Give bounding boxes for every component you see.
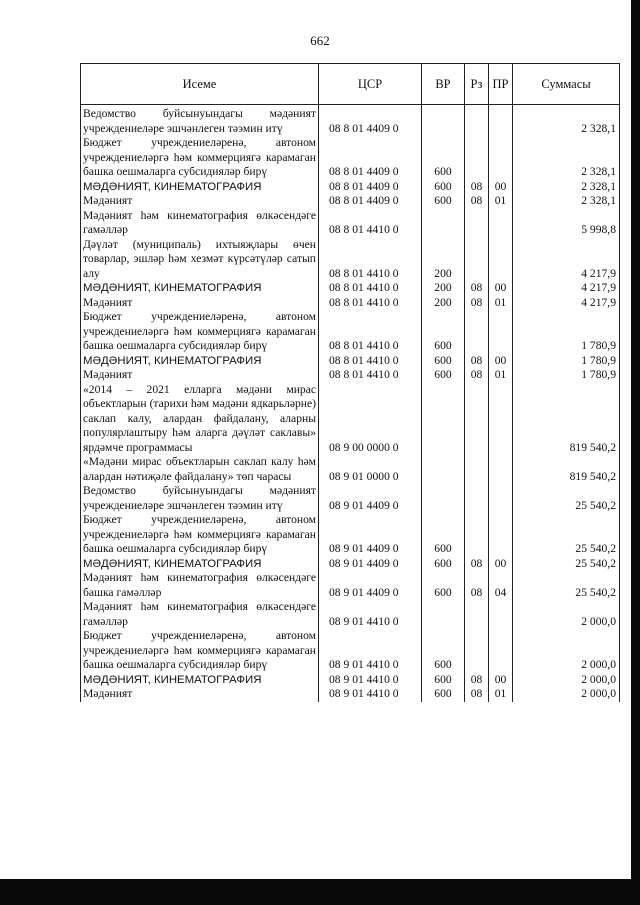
cell-name: «2014 – 2021 елларга мәдәни мирас объектларын (тарихи һәм мәдәни ядкарьләрне) саклап калу, алардан файдалану, аларны популярлаштыру һәм аларга дәүләт саклавы» ярдәмче программасы — [81, 383, 319, 456]
cell-sum: 4 217,9 — [513, 281, 620, 296]
cell-sum: 819 540,2 — [513, 383, 620, 456]
cell-name: Ведомство буйсынуындагы мәдәният учреждениеләре эшчәнлеген тәэмин итү — [81, 105, 319, 137]
cell-name: Бюджет учреждениеләренә, автоном учреждениеләргә һәм коммерциягә карамаган башка оешмаларга субсидияләр бирү — [81, 513, 319, 557]
cell-name: Бюджет учреждениеләренә, автоном учреждениеләргә һәм коммерциягә карамаган башка оешмаларга субсидияләр бирү — [81, 629, 319, 673]
cell-csr: 08 8 01 4409 0 — [319, 136, 422, 180]
cell-rz — [465, 238, 489, 282]
cell-pr: 01 — [489, 368, 513, 383]
cell-pr — [489, 629, 513, 673]
scan-edge-right — [631, 0, 640, 905]
cell-csr: 08 8 01 4409 0 — [319, 180, 422, 195]
cell-csr: 08 8 01 4410 0 — [319, 368, 422, 383]
cell-pr — [489, 383, 513, 456]
cell-csr: 08 9 01 4410 0 — [319, 600, 422, 629]
cell-csr: 08 9 01 4409 0 — [319, 557, 422, 572]
column-header-vr: ВР — [422, 64, 465, 105]
cell-sum: 25 540,2 — [513, 513, 620, 557]
table-row — [81, 629, 620, 673]
cell-vr — [422, 600, 465, 629]
cell-sum: 2 000,0 — [513, 629, 620, 673]
column-header-name: Исеме — [81, 64, 319, 105]
cell-pr — [489, 209, 513, 238]
cell-name: «Мәдәни мирас объектларын саклап калу һәм алардан нәтиҗәле файдалану» төп чарасы — [81, 455, 319, 484]
cell-name: Мәдәният — [81, 687, 319, 702]
cell-pr — [489, 513, 513, 557]
cell-csr: 08 8 01 4409 0 — [319, 194, 422, 209]
table-row — [81, 368, 620, 383]
cell-pr — [489, 310, 513, 354]
table-row — [81, 557, 620, 572]
cell-pr — [489, 238, 513, 282]
cell-csr: 08 9 01 0000 0 — [319, 455, 422, 484]
cell-vr: 600 — [422, 136, 465, 180]
cell-rz — [465, 513, 489, 557]
cell-pr — [489, 105, 513, 137]
cell-rz: 08 — [465, 673, 489, 688]
cell-csr: 08 9 01 4409 0 — [319, 513, 422, 557]
cell-vr: 600 — [422, 194, 465, 209]
cell-name: МӘДӘНИЯТ, КИНЕМАТОГРАФИЯ — [81, 673, 319, 688]
cell-vr: 200 — [422, 296, 465, 311]
cell-sum: 2 000,0 — [513, 687, 620, 702]
cell-sum: 1 780,9 — [513, 368, 620, 383]
table-body — [81, 105, 620, 702]
scan-edge-bottom — [0, 879, 640, 905]
cell-csr: 08 8 01 4410 0 — [319, 354, 422, 369]
cell-csr: 08 8 01 4409 0 — [319, 105, 422, 137]
cell-vr — [422, 105, 465, 137]
cell-pr: 00 — [489, 354, 513, 369]
table-row — [81, 600, 620, 629]
cell-vr: 200 — [422, 238, 465, 282]
cell-sum: 2 000,0 — [513, 673, 620, 688]
cell-rz: 08 — [465, 296, 489, 311]
cell-name: МӘДӘНИЯТ, КИНЕМАТОГРАФИЯ — [81, 557, 319, 572]
cell-csr: 08 9 00 0000 0 — [319, 383, 422, 456]
cell-name: МӘДӘНИЯТ, КИНЕМАТОГРАФИЯ — [81, 180, 319, 195]
cell-sum: 25 540,2 — [513, 557, 620, 572]
cell-vr: 600 — [422, 673, 465, 688]
table-row — [81, 571, 620, 600]
cell-vr: 600 — [422, 557, 465, 572]
cell-pr: 00 — [489, 180, 513, 195]
column-header-csr: ЦСР — [319, 64, 422, 105]
cell-pr: 00 — [489, 557, 513, 572]
cell-pr — [489, 455, 513, 484]
cell-sum: 5 998,8 — [513, 209, 620, 238]
page-number: 662 — [310, 33, 330, 48]
cell-csr: 08 9 01 4410 0 — [319, 687, 422, 702]
table-row — [81, 484, 620, 513]
cell-csr: 08 8 01 4410 0 — [319, 281, 422, 296]
cell-pr: 04 — [489, 571, 513, 600]
cell-name: Мәдәният һәм кинематография өлкәсендәге гамәлләр — [81, 600, 319, 629]
table-row — [81, 513, 620, 557]
cell-vr: 600 — [422, 571, 465, 600]
cell-vr: 600 — [422, 368, 465, 383]
cell-name: Мәдәният — [81, 368, 319, 383]
cell-rz — [465, 209, 489, 238]
cell-sum: 2 328,1 — [513, 105, 620, 137]
table-row — [81, 136, 620, 180]
cell-rz: 08 — [465, 368, 489, 383]
cell-rz — [465, 136, 489, 180]
budget-table — [80, 63, 620, 702]
cell-pr: 01 — [489, 296, 513, 311]
cell-name: Мәдәният — [81, 194, 319, 209]
cell-rz: 08 — [465, 571, 489, 600]
cell-name: Мәдәният һәм кинематография өлкәсендәге гамәлләр — [81, 209, 319, 238]
table-row — [81, 310, 620, 354]
cell-rz — [465, 455, 489, 484]
cell-vr — [422, 383, 465, 456]
cell-name: Ведомство буйсынуындагы мәдәният учреждениеләре эшчәнлеген тәэмин итү — [81, 484, 319, 513]
cell-sum: 1 780,9 — [513, 310, 620, 354]
table-row — [81, 238, 620, 282]
cell-vr: 600 — [422, 513, 465, 557]
cell-rz — [465, 600, 489, 629]
cell-sum: 819 540,2 — [513, 455, 620, 484]
table-row — [81, 296, 620, 311]
table-row — [81, 194, 620, 209]
table-row — [81, 455, 620, 484]
cell-name: Мәдәният һәм кинематография өлкәсендәге башка гамәлләр — [81, 571, 319, 600]
cell-vr — [422, 455, 465, 484]
cell-vr: 600 — [422, 629, 465, 673]
table-row — [81, 354, 620, 369]
cell-sum: 2 000,0 — [513, 600, 620, 629]
cell-csr: 08 9 01 4410 0 — [319, 629, 422, 673]
cell-sum: 2 328,1 — [513, 180, 620, 195]
cell-csr: 08 9 01 4409 0 — [319, 484, 422, 513]
table-row — [81, 281, 620, 296]
table-row — [81, 105, 620, 137]
cell-sum: 4 217,9 — [513, 296, 620, 311]
cell-rz — [465, 383, 489, 456]
cell-rz — [465, 310, 489, 354]
cell-name: Бюджет учреждениеләренә, автоном учреждениеләргә һәм коммерциягә карамаган башка оешмаларга субсидияләр бирү — [81, 136, 319, 180]
cell-name: Бюджет учреждениеләренә, автоном учреждениеләргә һәм коммерциягә карамаган башка оешмаларга субсидияләр бирү — [81, 310, 319, 354]
table-row — [81, 209, 620, 238]
cell-vr: 600 — [422, 354, 465, 369]
table-row — [81, 383, 620, 456]
cell-rz: 08 — [465, 354, 489, 369]
cell-vr: 200 — [422, 281, 465, 296]
cell-pr — [489, 136, 513, 180]
cell-sum: 2 328,1 — [513, 136, 620, 180]
cell-name: МӘДӘНИЯТ, КИНЕМАТОГРАФИЯ — [81, 281, 319, 296]
table-row — [81, 180, 620, 195]
cell-sum: 1 780,9 — [513, 354, 620, 369]
column-header-rz: Рз — [465, 64, 489, 105]
cell-pr — [489, 484, 513, 513]
cell-rz — [465, 484, 489, 513]
cell-vr — [422, 484, 465, 513]
cell-vr: 600 — [422, 687, 465, 702]
cell-rz — [465, 105, 489, 137]
cell-sum: 2 328,1 — [513, 194, 620, 209]
cell-vr: 600 — [422, 310, 465, 354]
table-row — [81, 687, 620, 702]
table-header — [81, 64, 620, 105]
cell-pr — [489, 600, 513, 629]
cell-csr: 08 8 01 4410 0 — [319, 209, 422, 238]
cell-rz: 08 — [465, 281, 489, 296]
cell-pr: 00 — [489, 281, 513, 296]
cell-vr: 600 — [422, 180, 465, 195]
cell-csr: 08 9 01 4410 0 — [319, 673, 422, 688]
cell-rz: 08 — [465, 687, 489, 702]
cell-csr: 08 9 01 4409 0 — [319, 571, 422, 600]
cell-pr: 01 — [489, 687, 513, 702]
cell-pr: 00 — [489, 673, 513, 688]
cell-name: Дәүләт (муниципаль) ихтыяҗлары өчен товарлар, эшләр һәм хезмәт күрсәтүләр сатып алу — [81, 238, 319, 282]
cell-csr: 08 8 01 4410 0 — [319, 296, 422, 311]
cell-rz: 08 — [465, 180, 489, 195]
table-row — [81, 673, 620, 688]
cell-csr: 08 8 01 4410 0 — [319, 238, 422, 282]
cell-name: МӘДӘНИЯТ, КИНЕМАТОГРАФИЯ — [81, 354, 319, 369]
cell-rz — [465, 629, 489, 673]
cell-pr: 01 — [489, 194, 513, 209]
cell-vr — [422, 209, 465, 238]
column-header-pr: ПР — [489, 64, 513, 105]
cell-rz: 08 — [465, 557, 489, 572]
cell-sum: 25 540,2 — [513, 484, 620, 513]
cell-rz: 08 — [465, 194, 489, 209]
cell-csr: 08 8 01 4410 0 — [319, 310, 422, 354]
column-header-sum: Суммасы — [513, 64, 620, 105]
cell-name: Мәдәният — [81, 296, 319, 311]
cell-sum: 25 540,2 — [513, 571, 620, 600]
cell-sum: 4 217,9 — [513, 238, 620, 282]
